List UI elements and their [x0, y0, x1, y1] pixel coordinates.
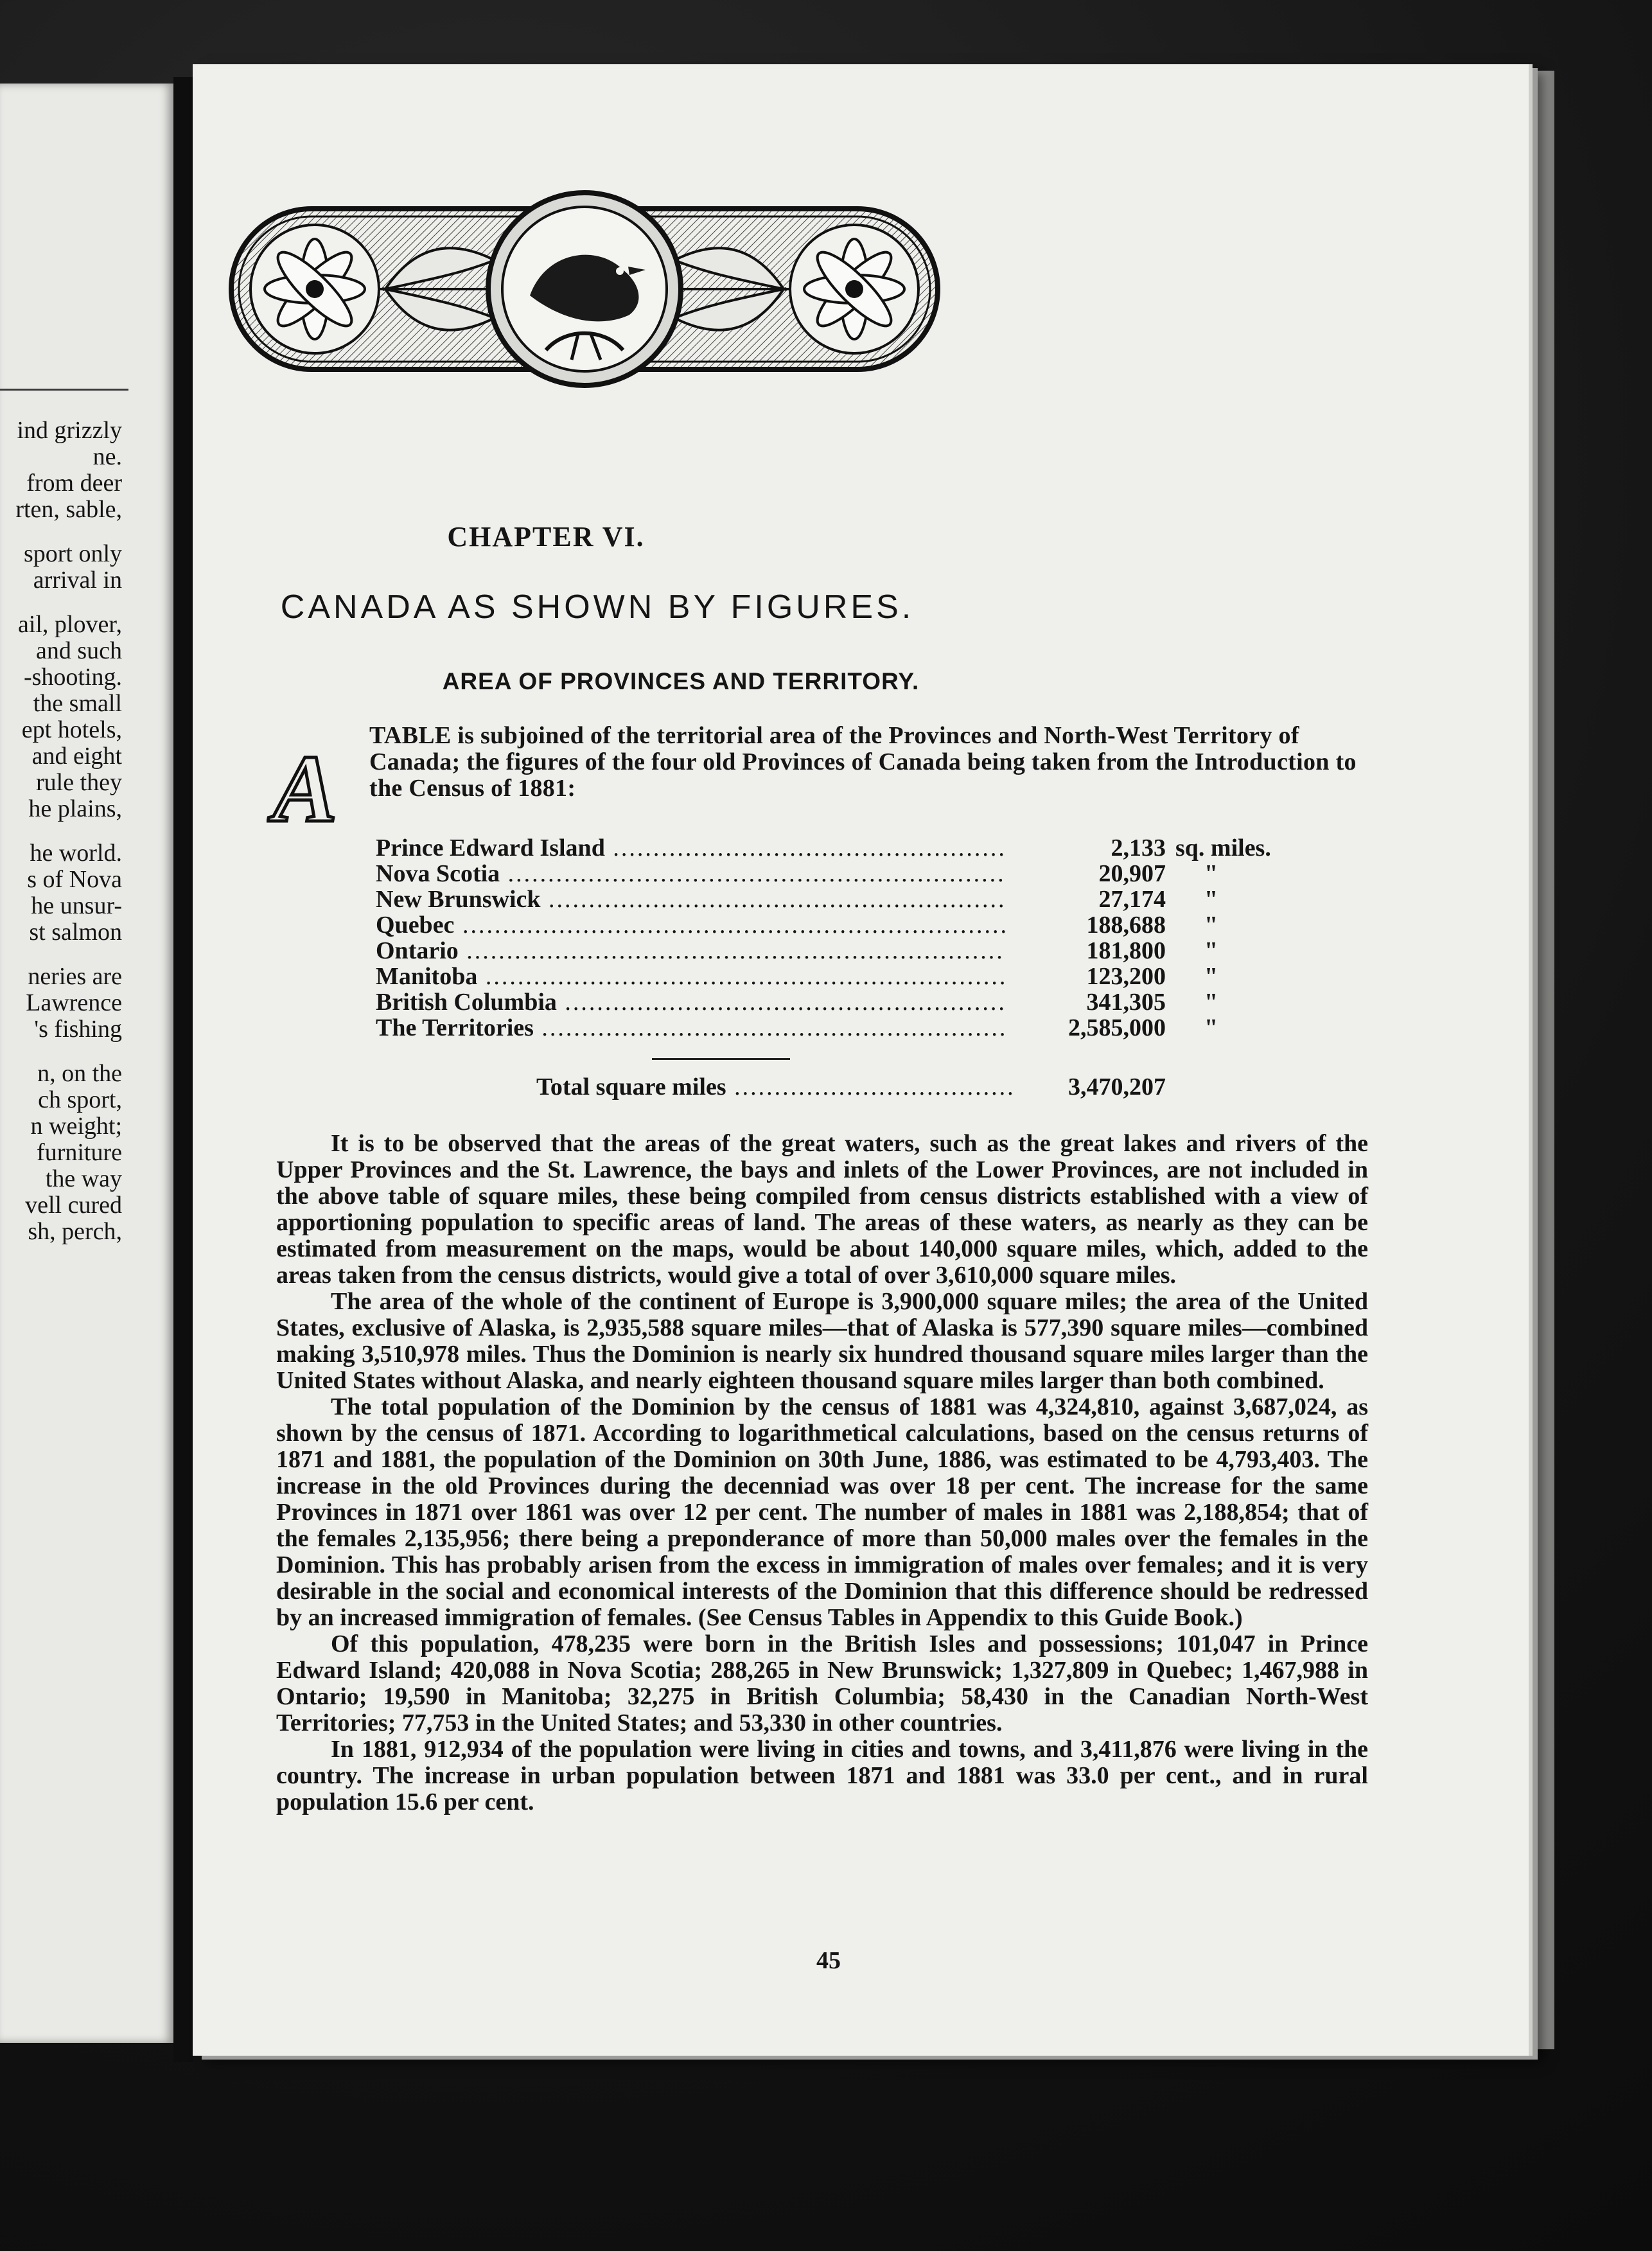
table-row: [376, 912, 1269, 938]
chapter-heading: CHAPTER VI.: [447, 521, 645, 552]
left-line: rten, sable,: [15, 496, 122, 523]
row-unit: sq. miles.: [1175, 834, 1271, 861]
right-flower-icon: [790, 225, 918, 353]
left-line: s of Nova: [27, 866, 122, 893]
left-line: rule they: [35, 769, 122, 796]
row-area: 341,305: [1086, 989, 1166, 1016]
row-area: 27,174: [1098, 886, 1166, 913]
row-area: 123,200: [1086, 963, 1166, 990]
left-line: he world.: [30, 840, 122, 867]
left-line: ne.: [92, 443, 122, 470]
page-number: 45: [816, 1947, 841, 1974]
left-line: st salmon: [29, 919, 122, 946]
body-paragraph: In 1881, 912,934 of the population were living in cities and towns, and 3,411,876 were living in the country. The increase in urban population between 1871 and 1881 was 33.0 per cent., and in rural population 15.6 per cent.: [276, 1736, 1368, 1815]
table-row: [376, 887, 1269, 912]
left-line: -shooting.: [23, 664, 122, 691]
left-line: ail, plover,: [17, 611, 122, 638]
section-heading: AREA OF PROVINCES AND TERRITORY.: [442, 668, 920, 694]
left-line: neries are: [28, 963, 122, 990]
svg-text:A: A: [272, 745, 338, 829]
left-line: ch sport,: [38, 1086, 122, 1113]
body-paragraph: It is to be observed that the areas of the great waters, such as the great lakes and rivers of the Upper Provinces and the St. Lawrence, the bays and inlets of the Lower Provinces, are not included in the above table of square miles, these being compiled from census districts established with a view of apportioning population to specific areas of land. The areas of these waters, as nearly as they can be estimated from measurement on the maps, would be about 140,000 square miles, which, added to the areas taken from the census districts, would give a total of over 3,610,000 square miles.: [276, 1130, 1368, 1289]
table-row: [376, 861, 1269, 887]
left-line: Lawrence: [26, 989, 122, 1016]
table-row: [376, 964, 1269, 989]
left-line: and eight: [31, 743, 122, 770]
left-line: the small: [33, 690, 122, 717]
left-line: sport only: [23, 540, 122, 567]
row-unit: ": [1204, 963, 1218, 990]
left-line: arrival in: [33, 567, 122, 594]
left-line-gap: [0, 594, 167, 612]
left-line: ind grizzly: [17, 417, 122, 444]
left-page-text: [0, 418, 167, 1245]
bird-medallion-icon: [488, 193, 681, 385]
row-province: The Territories .....: [376, 1015, 1005, 1041]
sum-rule: [652, 1058, 790, 1060]
drop-cap-letter: [267, 745, 344, 829]
row-unit: ": [1204, 886, 1218, 913]
row-area: 20,907: [1098, 860, 1166, 887]
left-line: 's fishing: [34, 1016, 122, 1043]
row-unit: ": [1204, 912, 1218, 939]
table-row: [376, 989, 1269, 1015]
total-row: [536, 1073, 1436, 1101]
left-line: vell cured: [25, 1192, 122, 1219]
row-area: 2,133: [1111, 834, 1166, 861]
left-line: he unsur-: [31, 892, 122, 919]
table-row: [376, 1015, 1269, 1041]
row-unit: ": [1204, 860, 1218, 887]
row-unit: ": [1204, 989, 1218, 1016]
row-area: 2,585,000: [1068, 1014, 1166, 1041]
left-line: the way: [45, 1165, 122, 1192]
intro-paragraph: TABLE is subjoined of the territorial area of the Provinces and North-West Territory of Canada; the figures of the four old Provinces of Canada being taken from the Introduction to the Census of 1881:: [369, 722, 1357, 802]
body-paragraph: Of this population, 478,235 were born in the British Isles and possessions; 101,047 in Prince Edward Island; 420,088 in Nova Scotia; 288,265 in New Brunswick; 1,327,809 in Quebec; 1,467,988 in Ontario; 19,590 in Manitoba; 32,275 in British Columbia; 58,430 in the Canadian North-West Territories; 77,753 in the United States; and 53,330 in other countries.: [276, 1630, 1368, 1736]
row-province: British Columbia .....: [376, 989, 1005, 1015]
row-province: Quebec .....: [376, 912, 1005, 938]
left-line: furniture: [37, 1139, 122, 1166]
left-line: from deer: [26, 470, 122, 497]
page-edge: [1529, 71, 1554, 2049]
row-unit: ": [1204, 1014, 1218, 1041]
row-area: 181,800: [1086, 937, 1166, 964]
body-text: [276, 1131, 1368, 1815]
row-province: Prince Edward Island .....: [376, 835, 1005, 861]
total-label: Total square miles .....: [536, 1073, 1012, 1101]
body-paragraph: The area of the whole of the continent of Europe is 3,900,000 square miles; the area of the United States, exclusive of Alaska, is 2,935,588 square miles—that of Alaska is 577,390 square miles—combined making 3,510,978 miles. Thus the Dominion is nearly six hundred thousand square miles larger than the United States without Alaska, and nearly eighteen thousand square miles larger than both combined.: [276, 1288, 1368, 1394]
left-page-fragment: [0, 84, 173, 2043]
row-unit: ": [1204, 937, 1218, 964]
left-line: n, on the: [37, 1060, 122, 1087]
left-line-gap: [0, 822, 167, 840]
area-table: [376, 835, 1269, 1041]
row-area: 188,688: [1086, 912, 1166, 939]
row-province: Manitoba .....: [376, 964, 1005, 989]
row-province: Ontario .....: [376, 938, 1005, 964]
left-line-gap: [0, 946, 167, 964]
left-line: n weight;: [30, 1113, 122, 1140]
left-line: sh, perch,: [28, 1218, 122, 1245]
left-page-rule: [0, 389, 128, 391]
left-line: he plains,: [28, 795, 122, 822]
row-province: New Brunswick .....: [376, 887, 1005, 912]
table-row: [376, 938, 1269, 964]
left-line-gap: [0, 523, 167, 541]
row-province: Nova Scotia .....: [376, 861, 1005, 887]
total-value: 3,470,207: [1068, 1073, 1166, 1100]
left-flower-icon: [250, 225, 379, 353]
left-line: and such: [35, 637, 122, 664]
body-paragraph: The total population of the Dominion by the census of 1881 was 4,324,810, against 3,687,024, as shown by the census of 1871. According to logarithmetical calculations, based on the census returns of 1871 and 1881, the population of the Dominion on 30th June, 1886, was estimated to be 4,793,403. The increase in the old Provinces during the decenniad was over 18 per cent. The increase for the same Provinces in 1871 over 1861 was over 12 per cent. The number of males in 1881 was 2,188,854; that of the females 2,135,956; there being a preponderance of more than 50,000 males over the females in the Dominion. This has probably arisen from the excess in immigration of males over females; and it is very desirable in the social and economical interests of the Dominion that this difference should be redressed by an increased immigration of females. (See Census Tables in Appendix to this Guide Book.): [276, 1393, 1368, 1631]
left-line: ept hotels,: [21, 716, 122, 743]
table-row: [376, 835, 1269, 861]
page-title: CANADA AS SHOWN BY FIGURES.: [280, 588, 915, 626]
headpiece-ornament: [225, 183, 944, 395]
book-spine: [173, 77, 193, 2062]
left-line-gap: [0, 1043, 167, 1061]
